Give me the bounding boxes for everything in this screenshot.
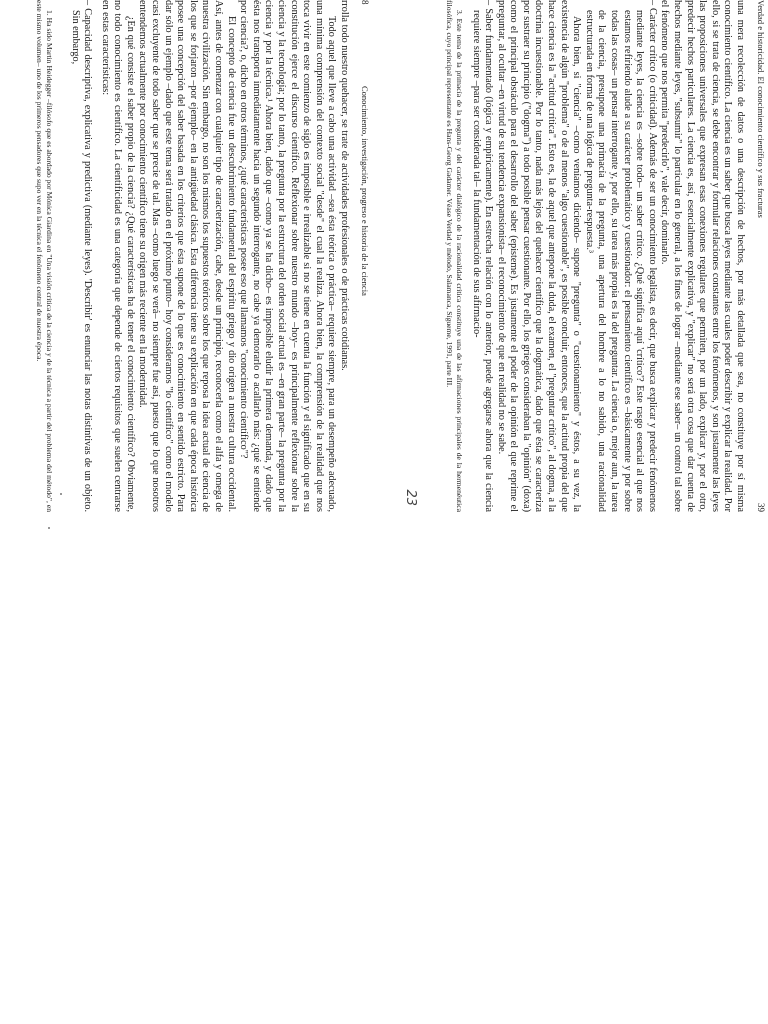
bullet-item: – Saber fundamentado (lógica y empíricamente). En estrecha relación con lo anterior, puede agregarse ahora que la ciencia requiere siempre –para ser considerada tal– la fundamentación de sus afirmacio- [469, 0, 494, 512]
running-head-title: Verdad e historicidad. El conocimiento científico y sus fracturas [756, 0, 766, 218]
page-number: 39 [756, 503, 766, 512]
running-head [754, 0, 768, 512]
paragraph: ¿En qué consiste el saber propio de la ciencia? ¿Qué características ha de tener el conocimiento científico? Obviamente, no todo conocimiento es científico. La cientificidad es una categoría que depende de ciertos requisitos que suelen centrarse en estas características: [99, 0, 136, 512]
paragraph: El concepto de ciencia fue un descubrimiento fundamental del espíritu griego y dio origen a nuestra cultura occidental. Así, antes de comenzar con cualquier tipo de caracterización, cabe, desde un principio, reconocerla como el alfa y omega de nuestra civilización. Sin embargo, no son los mismos los supuestos teóricos sobre los que reposa la idea actual de ciencia de los que se forjaron –por ejemplo– en la antigüedad clásica. Esta diferencia tiene su explicación en que cada época histórica posee una concepción del saber basada en los criterios que ésta supone de lo que es conocimiento en sentido estricto. Para dar sólo un ejemplo –dado que este tema será tratado en el próximo punto– hoy consideramos "lo científico" como el modelo casi excluyente de todo saber que se precie de tal. Mas –como luego se verá– no siempre fue así, puesto que lo que nosotros entendemos actualmente por conocimiento científico tiene su origen más reciente en la modernidad. [137, 0, 237, 512]
right-page [396, 0, 768, 512]
paragraph: rrolla todo nuestro quehacer, se trate de actividades profesionales o de prácticas cotidianas. [339, 0, 350, 371]
scan-speck [60, 493, 62, 495]
paragraph: Todo aquel que lleve a cabo una actividad –sea ésta teórica o práctica– requiere siempre, para un desempeño adecuado, una mínima comprensión del contexto social "desde" el cual la realiza. Ahora bien, la comprensión de la realidad que nos toca vivir en este comienzo de siglo es imposible e irrealizable si no se tiene en cuenta la función y el significado que en su constitución ejerce el discurso científico. Reflexionar sobre nuestro mundo –hoy– es principalmente reflexionar sobre la ciencia y la tecnología; por lo tanto, la pregunta por la estructura del orden social actual es –en gran parte– la pregunta por la ciencia y por la técnica.¹ Ahora bien, dado que –como ya se ha dicho– es imposible eludir la primera demanda, y dado que ésta nos transporta inmediatamente hacia un segundo interrogante, no cabe ya demorarlo o acallarlo más: ¿qué se entiende por ciencia?, o, dicho en otros términos, ¿qué características posee eso que llamamos "conocimiento científico"? [238, 0, 338, 512]
body-text [469, 0, 746, 512]
footnote: 3. Este tema de la primacía de la pregunta y del carácter dialógico de la racionalidad crítica constituye una de las afirmaciones principales de la hermenéutica filosófica, cuyo principal representante es Hans-Georg Gadamer. Véase Verdad y método, Salamanca, Sígueme, 1991, parte III. [445, 0, 464, 512]
body-text [68, 0, 350, 512]
scan-speck [48, 527, 50, 529]
paragraph: Ahora bien, si "ciencia" –como veníamos diciendo– supone "pregunta" o "cuestionamiento" y éstos, a su vez, la existencia de algún "problema" o de al menos "algo cuestionable", es posible concluir, entonces, que la actitud propia del que hace ciencia es la "actitud crítica". Esto es, la de aquel que antepone la duda, el examen, el "preguntar crítico", al dogma, a la doctrina incuestionable. Por lo tanto, nada más lejos del quehacer científico que la dogmática, dado que ésta se caracteriza por sustraer su principio ("dogma") a todo posible pensar cuestionante. Por ello, los griegos consideraban la "opinión" (doxa) como el principal obstáculo para el desarrollo del saber (episteme). Es justamente el poder de la opinión el que reprime el preguntar, al ocultar –en virtud de su tendencia expansionista– el reconocimiento de que en realidad no se sabe. [495, 0, 583, 512]
bullet-item: – Capacidad descriptiva, explicativa y predictiva (mediante leyes). 'Describir' es enunciar las notas distintivas de un objeto. Sin embargo, [68, 0, 93, 512]
running-head-title: Conocimiento, investigación, progreso e historia de la ciencia [360, 86, 370, 296]
running-head [358, 0, 372, 512]
footnotes [35, 0, 54, 512]
handwritten-mark: 23 [403, 489, 418, 506]
paragraph: una mera recolección de datos o una descripción de hechos, por más detallada que sea, no constituye por sí misma conocimiento científico. La ciencia es un saber que busca leyes mediante las cuales poder describir y explicar la realidad. Por ello, si se trata de ciencia, se debe encontrar y formular relaciones constantes entre los fenómenos, y son justamente las leyes las proposiciones universales que expresan esas conexiones regulares que permiten, por un lado, explicar y, por el otro, predecir hechos particulares. La ciencia es, así, esencialmente explicativa, y "explicar" no será otra cosa que dar cuenta de hechos mediante leyes, "subsumir" lo particular en lo general, a los fines de lograr –mediante ese saber– un control tal sobre el fenómeno que nos permita "predecirlo", vale decir, dominarlo. [659, 0, 746, 512]
page-number: 8 [360, 0, 370, 5]
bullet-item: – Carácter crítico (o criticidad). Además de ser un conocimiento legalista, es decir, que busca explicar y predecir fenómenos mediante leyes, la ciencia es –sobre todo– un saber crítico. ¿Qué significa aquí 'crítico'? Este rasgo esencial al que nos estamos refiriendo alude a su carácter problemático y cuestionador: el pensamiento científico es –básicamente y por sobre todas las cosas– un pensar interrogante y, por ello, su tarea más propia es la del preguntar. La ciencia o, mejor aun, la tarea de la ciencia, presupone una primacía de la pregunta, una apertura del hombre a lo no sabido, una racionalidad estructurada en forma de una lógica de pregunta-respuesta.³ [582, 0, 658, 512]
footnotes [445, 0, 464, 512]
left-page [0, 0, 372, 512]
footnote: 1. Ha sido Martin Heidegger –filósofo que es abordado por Mónica Giardina en "Una visión crítica de la ciencia y de la técnica a partir del problema del método", en este mismo volumen– uno de los primeros pensadores que supo ver en la técnica el fenómeno central de nuestra época. [35, 0, 54, 512]
